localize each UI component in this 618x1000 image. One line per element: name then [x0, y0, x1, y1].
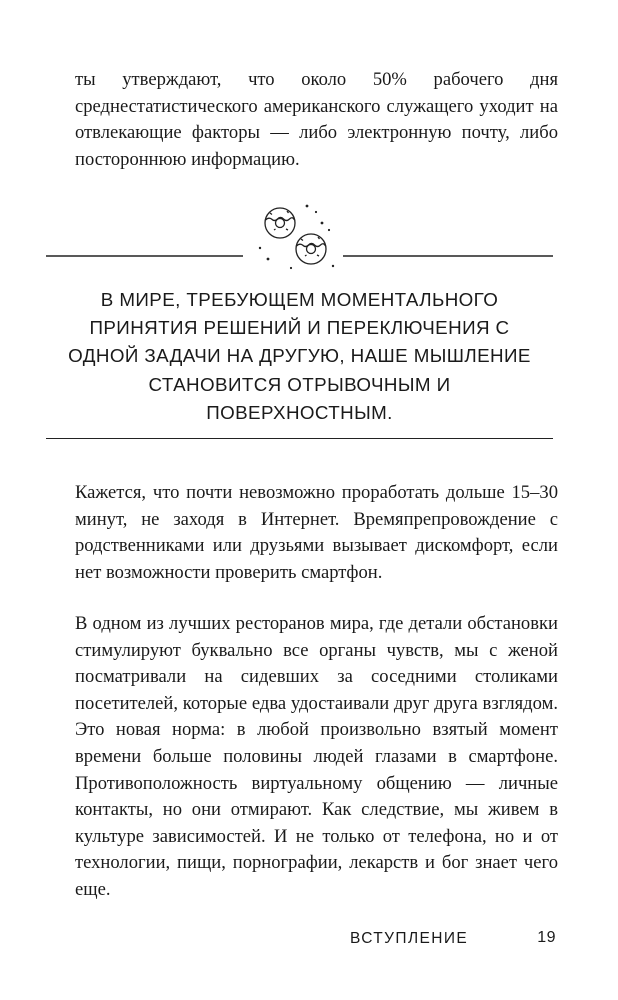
paragraph-internet: Кажется, что почти невозможно проработать дольше 15–30 минут, не заходя в Интернет. Времяпрепровождение с родственниками или друзьями вызывает дискомфорт, если нет возможности проверить смартфон. [75, 482, 558, 583]
donuts-icon [259, 205, 334, 270]
pull-quote [46, 284, 553, 444]
pull-quote-bottom-rule [46, 438, 553, 439]
page-number: 19 [537, 929, 556, 946]
pull-quote-text: В МИРЕ, ТРЕБУЮЩЕМ МОМЕНТАЛЬНОГО ПРИНЯТИЯ РЕШЕНИЙ И ПЕРЕКЛЮЧЕНИЯ С ОДНОЙ ЗАДАЧИ НА ДРУГУЮ, НАШЕ МЫШЛЕНИЕ СТАНОВИТСЯ ОТРЫВОЧНЫМ И ПОВЕРХНОСТНЫМ. [68, 289, 531, 423]
donuts-divider [46, 196, 553, 278]
running-head: ВСТУПЛЕНИЕ [350, 930, 469, 947]
donut-top-icon [265, 208, 295, 238]
page-footer [330, 928, 556, 954]
intro-paragraph: ты утверждают, что около 50% рабочего дня среднестатистического американского служащего уходит на отвлекающие факторы — либо электронную почту, либо постороннюю информацию. [75, 69, 558, 170]
paragraph-restaurant: В одном из лучших ресторанов мира, где детали обстановки стимулируют буквально все органы чувств, мы с женой посматривали на сидевших за соседними столиками посетителей, которые едва удостаивали друг друга взглядом. Это новая норма: в любой произвольно взятый момент времени больше половины людей глазами в смартфоне. Противоположность виртуальному общению — личные контакты, но они отмирают. Как следствие, мы живем в культуре зависимостей. И не только от телефона, но и от технологии, пищи, порнографии, лекарств и бог знает чего еще. [75, 613, 558, 900]
donut-bottom-icon [296, 234, 326, 264]
quote-ornament [46, 196, 553, 278]
sprinkle-dots [259, 205, 334, 270]
